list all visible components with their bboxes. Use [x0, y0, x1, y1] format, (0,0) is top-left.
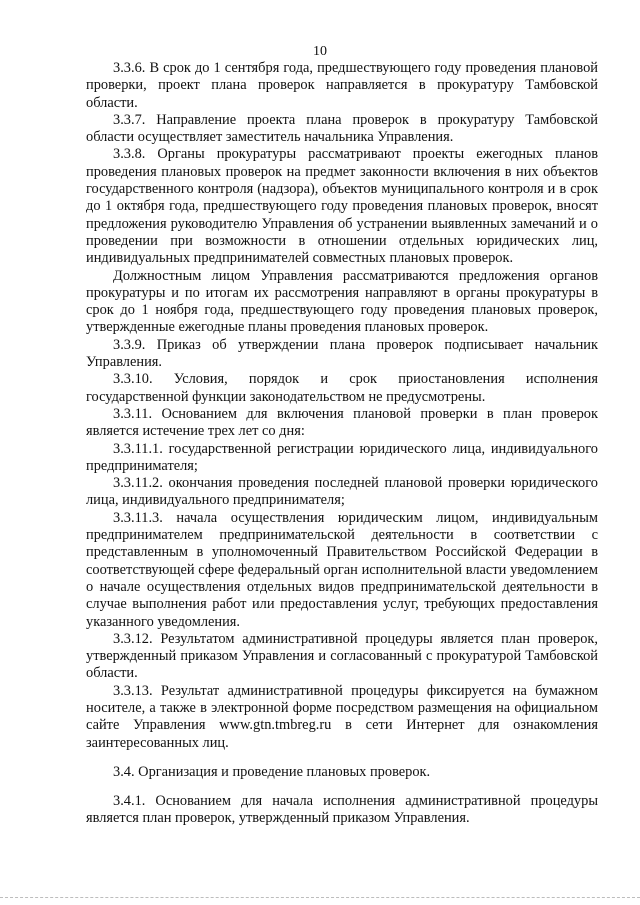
paragraph-3-3-7: 3.3.7. Направление проекта плана проверок в прокуратуру Тамбовской области осуществляет заместитель начальника Управления. — [86, 111, 598, 146]
paragraph-official-review: Должностным лицом Управления рассматриваются предложения органов прокуратуры и по итогам их рассмотрения направляют в органы прокуратуры в срок до 1 ноября года, предшествующего году проведения плановых проверок, утвержденные ежегодные планы проведения плановых проверок. — [86, 267, 598, 336]
paragraph-3-3-11-3: 3.3.11.3. начала осуществления юридическим лицом, индивидуальным предпринимателем предпринимательской деятельности в соответствии с представленным в уполномоченный Правительством Российской Федерации в соответствующей сфере федеральный орган исполнительной власти уведомлением о начале осуществления отдельных видов предпринимательской деятельности в случае выполнения работ или предоставления услуг, требующих предоставления указанного уведомления. — [86, 509, 598, 630]
paragraph-3-3-8: 3.3.8. Органы прокуратуры рассматривают проекты ежегодных планов проведения плановых проверок на предмет законности включения в них объектов государственного контроля (надзора), объектов муниципального контроля и в срок до 1 октября года, предшествующего году проведения плановых проверок, вносят предложения руководителю Управления об устранении выявленных замечаний и о проведении при возможности в отношении отдельных юридических лиц, индивидуальных предпринимателей совместных плановых проверок. — [86, 146, 598, 267]
paragraph-3-3-12: 3.3.12. Результатом административной процедуры является план проверок, утвержденный приказом Управления и согласованный с прокуратурой Тамбовской области. — [86, 630, 598, 682]
page-number: 10 — [313, 44, 327, 59]
section-heading-3-4: 3.4. Организация и проведение плановых проверок. — [113, 763, 431, 780]
paragraph-3-3-11-1: 3.3.11.1. государственной регистрации юридического лица, индивидуального предпринимателя; — [86, 440, 598, 474]
paragraph-3-3-10: 3.3.10. Условия, порядок и срок приостановления исполнения государственной функции законодательством не предусмотрены. — [86, 371, 598, 405]
paragraph-3-4-1: 3.4.1. Основанием для начала исполнения административной процедуры является план проверок, утвержденный приказом Управления. — [86, 793, 598, 827]
paragraph-3-3-13: 3.3.13. Результат административной процедуры фиксируется на бумажном носителе, а также в электронной форме посредством размещения на официальном сайте Управления www.gtn.tmbreg.ru в сети Интернет для ознакомления заинтересованных лиц. — [86, 682, 598, 751]
scan-bottom-edge — [0, 897, 640, 898]
paragraph-3-3-9: 3.3.9. Приказ об утверждении плана проверок подписывает начальник Управления. — [86, 336, 598, 371]
paragraph-3-3-11-2: 3.3.11.2. окончания проведения последней плановой проверки юридического лица, индивидуального предпринимателя; — [86, 475, 598, 509]
paragraph-3-3-11: 3.3.11. Основанием для включения плановой проверки в план проверок является истечение трех лет со дня: — [86, 405, 598, 440]
paragraph-3-3-6: 3.3.6. В срок до 1 сентября года, предшествующего году проведения плановой проверки, проект плана проверок направляется в прокуратуру Тамбовской области. — [86, 60, 598, 111]
document-body — [86, 60, 598, 828]
